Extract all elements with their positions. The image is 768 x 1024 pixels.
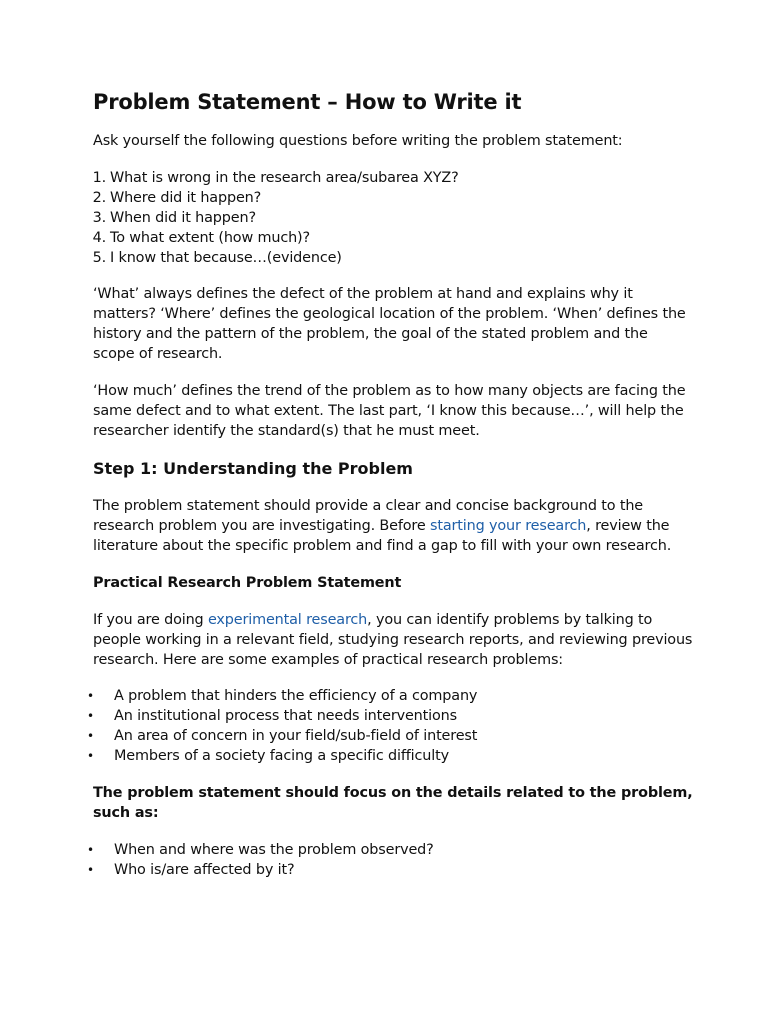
list-item-text: To what extent (how much)? <box>110 230 311 246</box>
practical-examples-list <box>87 686 693 766</box>
practical-text-before: If you are doing <box>93 612 208 628</box>
list-item <box>87 746 693 766</box>
experimental-research-link[interactable]: experimental research <box>207 612 368 628</box>
starting-your-research-link[interactable]: starting your research <box>430 518 587 534</box>
list-item-text: Members of a society facing a specific difficulty <box>114 748 449 764</box>
list-item <box>87 686 693 706</box>
intro-paragraph: Ask yourself the following questions before writing the problem statement: <box>93 133 623 149</box>
focus-heading: The problem statement should focus on the details related to the problem, such as: <box>93 785 693 821</box>
what-paragraph: ‘What’ always defines the defect of the problem at hand and explains why it matters? ‘Where’ defines the geological location of the problem. ‘When’ defines the history and the pattern of the problem, the goal of the stated problem and the scope of research. <box>93 286 686 362</box>
list-item-text: Who is/are affected by it? <box>114 862 295 878</box>
bullet-icon: • <box>87 843 94 857</box>
list-item <box>93 248 693 268</box>
list-item <box>93 228 693 248</box>
bullet-icon: • <box>87 729 94 743</box>
list-number: 3. <box>92 210 106 226</box>
list-number: 1. <box>92 170 106 186</box>
list-item-text: An area of concern in your field/sub-field of interest <box>114 728 478 744</box>
how-much-paragraph: ‘How much’ defines the trend of the problem as to how many objects are facing the same defect and to what extent. The last part, ‘I know this because…’, will help the researcher identify the standard(s) that he must meet. <box>93 383 686 439</box>
list-number: 4. <box>92 230 106 246</box>
list-item <box>93 168 693 188</box>
list-item-text: What is wrong in the research area/subarea XYZ? <box>110 170 459 186</box>
bullet-icon: • <box>87 749 94 763</box>
list-item-text: An institutional process that needs interventions <box>114 708 457 724</box>
step1-heading: Step 1: Understanding the Problem <box>93 459 413 478</box>
questions-list <box>93 168 693 268</box>
list-item <box>87 860 693 880</box>
bullet-icon: • <box>87 863 94 877</box>
practical-paragraph <box>93 610 693 670</box>
list-item <box>93 188 693 208</box>
step1-text-before: The problem statement should provide a clear and concise background to the research problem you are investigating. Before <box>93 498 644 534</box>
list-item-text: Where did it happen? <box>110 190 262 206</box>
bullet-icon: • <box>87 709 94 723</box>
list-item <box>87 840 693 860</box>
bullet-icon: • <box>87 689 94 703</box>
list-item-text: A problem that hinders the efficiency of a company <box>114 688 478 704</box>
practical-heading: Practical Research Problem Statement <box>93 575 402 591</box>
document-page <box>87 86 693 880</box>
list-number: 2. <box>92 190 106 206</box>
step1-text-after: , review the literature about the specific problem and find a gap to fill with your own research. <box>93 518 672 554</box>
list-item-text: When did it happen? <box>110 210 256 226</box>
list-number: 5. <box>92 250 106 266</box>
list-item-text: I know that because…(evidence) <box>110 250 342 266</box>
list-item <box>93 208 693 228</box>
practical-text-after: , you can identify problems by talking to people working in a relevant field, studying research reports, and reviewing previous research. Here are some examples of practical research problems: <box>93 612 693 668</box>
page-title: Problem Statement – How to Write it <box>93 90 522 114</box>
list-item <box>87 726 693 746</box>
step1-paragraph <box>93 496 693 556</box>
list-item <box>87 706 693 726</box>
list-item-text: When and where was the problem observed? <box>114 842 434 858</box>
focus-details-list <box>87 840 693 880</box>
